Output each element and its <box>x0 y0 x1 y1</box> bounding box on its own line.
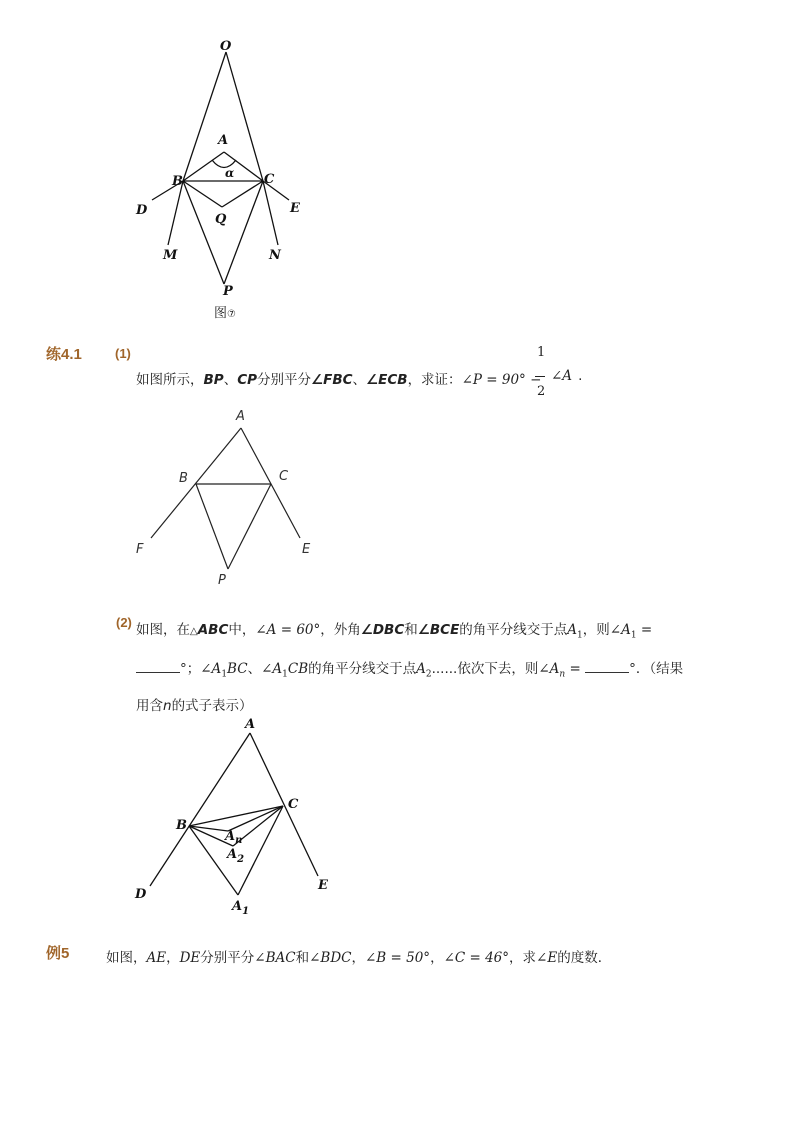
q2-intro: 如图，在 <box>136 622 190 638</box>
ex5-comma3: ， <box>430 950 444 966</box>
label-c: C <box>288 797 299 812</box>
q2-angle-a1cb-post: CB <box>287 661 309 677</box>
label-alpha: α <box>225 166 235 180</box>
q2-angle-dbc: ∠DBC <box>360 622 405 638</box>
fraction-denominator: 2 <box>537 384 546 399</box>
ex5-comma2: ， <box>351 950 365 966</box>
label-c: C <box>279 469 289 484</box>
label-f: F <box>136 542 144 557</box>
label-a2: $A_2$ <box>227 847 245 865</box>
label-p: P <box>223 284 233 299</box>
label-b: B <box>179 471 188 486</box>
q1-angle-ecb: ∠ECB <box>366 372 408 388</box>
q1-formula: ∠P = 90° − <box>461 372 542 388</box>
label-n: N <box>269 248 281 263</box>
triangle-symbol: △ <box>190 626 198 637</box>
line-a-d <box>150 733 250 886</box>
ex5-cond-c: ∠C = 46° <box>443 950 510 966</box>
ex5-text-d: ，求 <box>509 950 537 966</box>
q2-ask-an-sub: n <box>559 669 566 680</box>
q1-seg-bp: BP <box>203 372 224 388</box>
ex5-text-b: 分别平分 <box>200 950 255 966</box>
q1-prefix: 如图所示， <box>136 372 204 388</box>
ex5-angle-bac: ∠BAC <box>254 950 296 966</box>
line-a-e <box>250 733 318 876</box>
label-q: Q <box>215 212 227 227</box>
ex5-intro: 如图， <box>106 950 147 966</box>
label-c: C <box>264 172 275 187</box>
label-a: A <box>245 717 256 732</box>
q2-sep: 、 <box>247 661 262 677</box>
ex5-angle-bdc: ∠BDC <box>309 950 352 966</box>
ex5-and: 和 <box>295 950 310 966</box>
q1-sep: 、 <box>223 372 238 388</box>
caption-number: ⑦ <box>227 309 236 320</box>
q1-angle-a: ∠A <box>551 368 573 384</box>
label-m: M <box>163 248 178 263</box>
q1-sep2: 、 <box>352 372 367 388</box>
label-a1: $A_1$ <box>232 899 250 917</box>
q2-angle-a1bc: ∠A <box>200 661 222 677</box>
label-a: A <box>236 409 245 424</box>
q1-seg-cp: CP <box>237 372 257 388</box>
example-5-label: 例5 <box>46 945 70 962</box>
q2-angle-a1bc-sub: 1 <box>221 669 228 680</box>
ex5-text-e: 的度数． <box>557 950 612 966</box>
line-c-a1 <box>238 806 283 895</box>
ex5-comma: ， <box>166 950 180 966</box>
label-a: A <box>218 133 229 148</box>
q2-line3-a: 用含 <box>136 698 163 714</box>
q2-angle-a1bc-post: BC <box>227 661 248 677</box>
label-e: E <box>290 201 300 216</box>
q2-eq: = <box>636 622 653 638</box>
label-b: B <box>172 174 183 189</box>
q2-degree: °； <box>180 661 201 677</box>
q2-point-a2-sub: 2 <box>425 669 432 680</box>
q2-angle-a1cb-sub: 1 <box>282 669 288 680</box>
q2-degree-2: °．（结果 <box>629 661 684 677</box>
line-b-c <box>189 806 283 826</box>
q2-ask-a1: ∠A <box>609 622 631 638</box>
ex5-ask-e: ∠E <box>536 950 558 966</box>
ex5-seg-de: DE <box>179 950 201 966</box>
fraction-numerator: 1 <box>537 345 546 360</box>
ex5-cond-b: ∠B = 50° <box>365 950 431 966</box>
q2-angle-a1cb: ∠A <box>261 661 283 677</box>
q2-ask-an: ∠A <box>538 661 560 677</box>
q2-angle-bce: ∠BCE <box>417 622 460 638</box>
q1-tail: ，求证： <box>407 372 462 388</box>
q2-and: 和 <box>404 622 418 638</box>
q2-eq2: = <box>565 661 586 677</box>
label-e: E <box>302 542 311 557</box>
q1-end: . <box>578 368 583 384</box>
q2-text-continue: ......依次下去，则 <box>431 661 539 677</box>
q2-text-e: ，则 <box>582 622 610 638</box>
q1-angle-fbc: ∠FBC <box>311 372 353 388</box>
label-o: O <box>220 39 232 54</box>
part-2-label: (2) <box>116 615 132 630</box>
q2-point-a1: A <box>567 622 578 638</box>
q2-n: n <box>163 698 172 714</box>
example-5-question <box>106 946 611 966</box>
ex5-seg-ae: AE <box>146 950 167 966</box>
part-1-label: (1) <box>115 346 131 361</box>
q2-text-b: 中， <box>228 622 256 638</box>
label-an: $A_n$ <box>225 829 243 846</box>
q2-text-d: 的角平分线交于点 <box>459 622 568 638</box>
label-b: B <box>176 818 187 833</box>
label-d: D <box>136 203 148 218</box>
q2-text-c: ，外角 <box>320 622 361 638</box>
q2-point-a1-sub: 1 <box>577 630 583 641</box>
q2-point-a2: A <box>416 661 426 677</box>
q2-text-bisect: 的角平分线交于点 <box>308 661 417 677</box>
q2-line3-b: 的式子表示） <box>171 698 253 714</box>
q1-mid: 分别平分 <box>257 372 311 388</box>
label-p: P <box>218 573 226 588</box>
label-e: E <box>318 878 328 893</box>
q2-triangle-name: ABC <box>197 622 229 638</box>
exercise-4-1-label: 练4.1 <box>46 346 82 363</box>
caption-text: 图 <box>214 306 228 321</box>
q2-ask-a1-sub: 1 <box>630 630 637 641</box>
label-d: D <box>135 887 147 902</box>
q2-condition: ∠A = 60° <box>255 622 321 638</box>
